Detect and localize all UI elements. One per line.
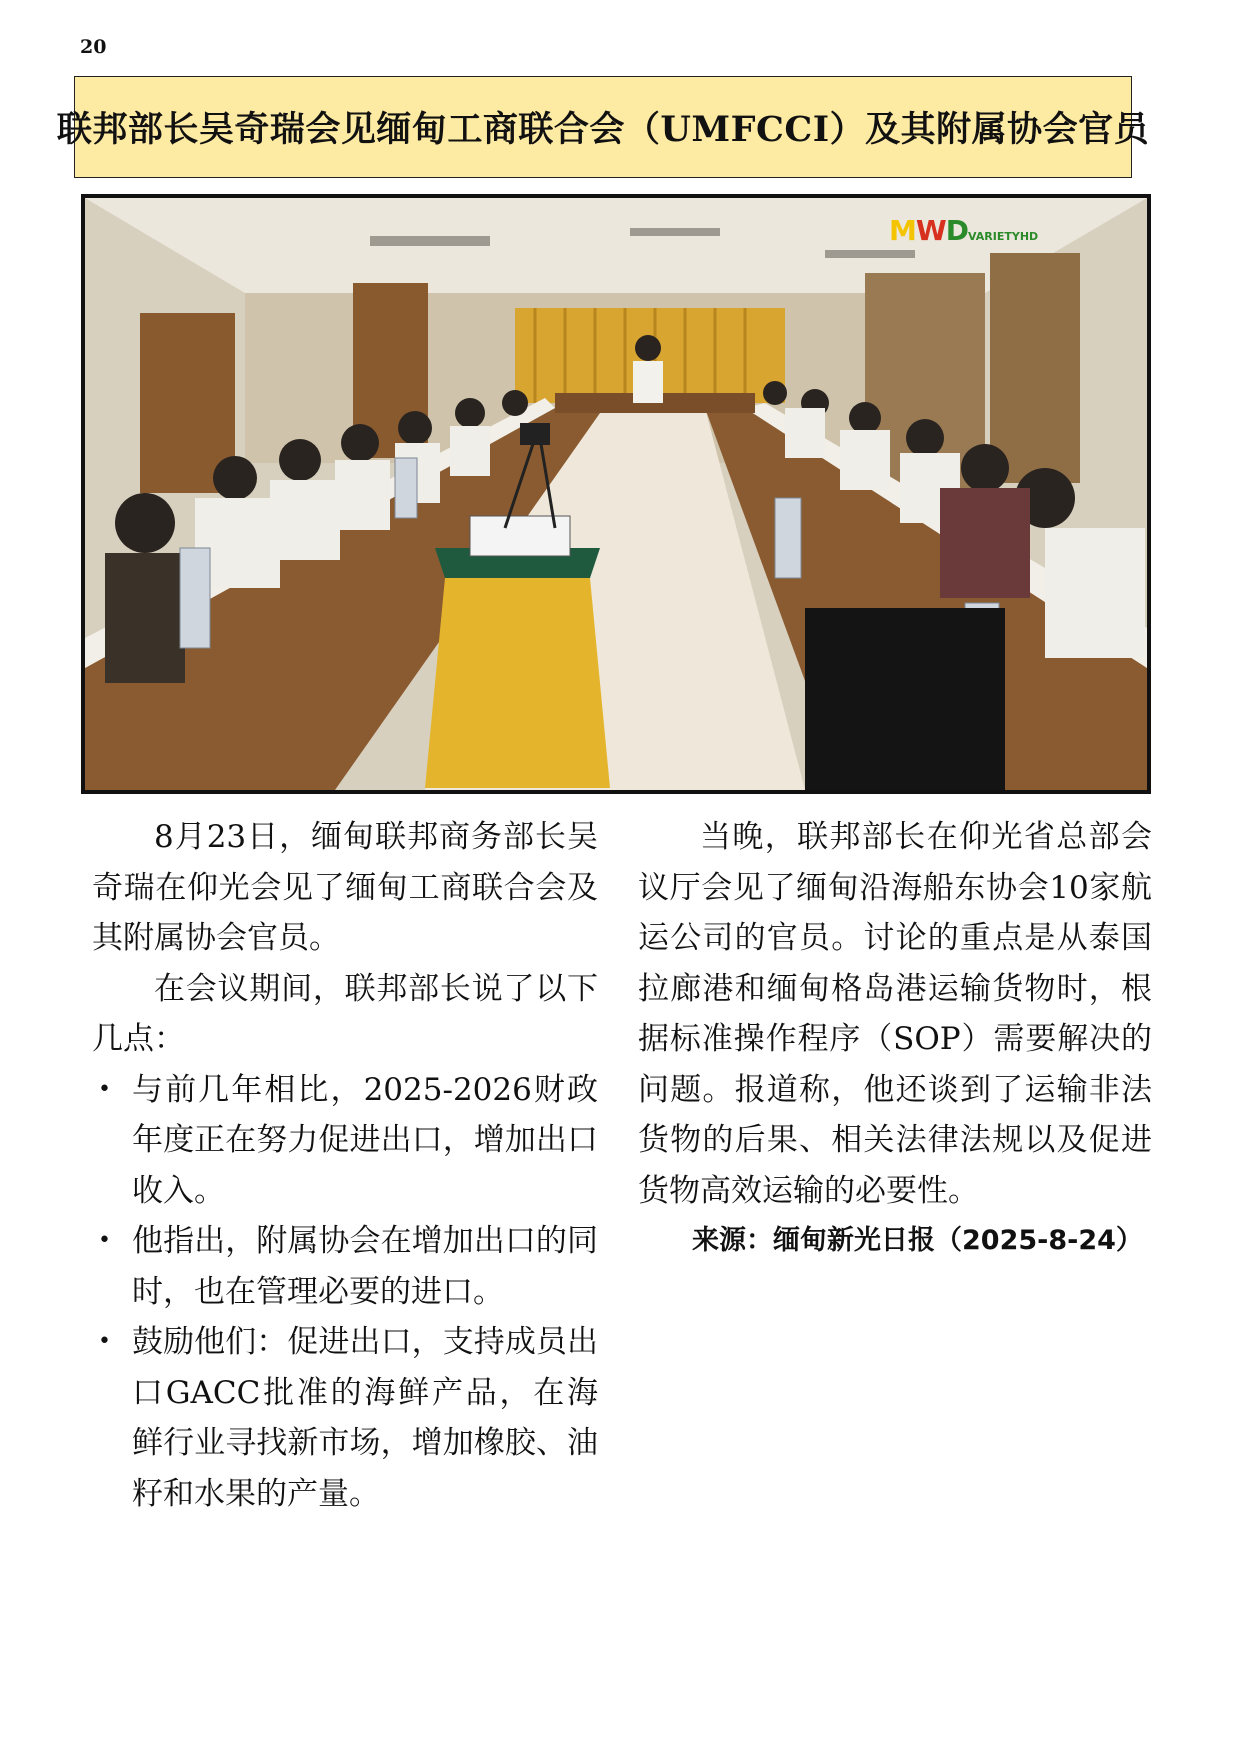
bullet-icon: • (98, 1228, 111, 1253)
mwd-watermark-logo: MWDVARIETYHD (889, 214, 1039, 247)
paragraph: 当晚，联邦部长在仰光省总部会议厅会见了缅甸沿海船东协会10家航运公司的官员。讨论的重点是从泰国拉廊港和缅甸格岛港运输货物时，根据标准操作程序（SOP）需要解决的问题。报道称，他还谈到了运输非法货物的后果、相关法律法规以及促进货物高效运输的必要性。 (638, 819, 1152, 1209)
paragraph: 8月23日，缅甸联邦商务部长吴奇瑞在仰光会见了缅甸工商联合会及其附属协会官员。 (92, 819, 598, 956)
list-item: • 鼓励他们：促进出口，支持成员出口GACC批准的海鲜产品，在海鲜行业寻找新市场，增加橡胶、油籽和水果的产量。 (92, 1317, 598, 1519)
paragraph: 在会议期间，联邦部长说了以下几点： (92, 970, 598, 1057)
headline-box (56, 76, 1150, 178)
headline: 联邦部长吴奇瑞会见缅甸工商联合会（UMFCCI）及其附属协会官员 (56, 109, 1150, 150)
bullet-icon: • (98, 1076, 111, 1102)
source-credit: 来源：缅甸新光日报（2025-8-24） (692, 1225, 1143, 1256)
meeting-photo (81, 194, 1151, 794)
bullet-icon: • (98, 1329, 111, 1354)
meeting-photo-illustration (85, 198, 1147, 790)
article-column-right (638, 812, 1152, 1267)
list-item: • 他指出，附属协会在增加出口的同时，也在管理必要的进口。 (92, 1216, 598, 1317)
key-points-list (92, 1065, 598, 1520)
page-number: 20 (80, 36, 107, 58)
list-item: • 与前几年相比，2025-2026财政年度正在努力促进出口，增加出口收入。 (92, 1065, 598, 1217)
article-column-left (92, 812, 598, 1519)
